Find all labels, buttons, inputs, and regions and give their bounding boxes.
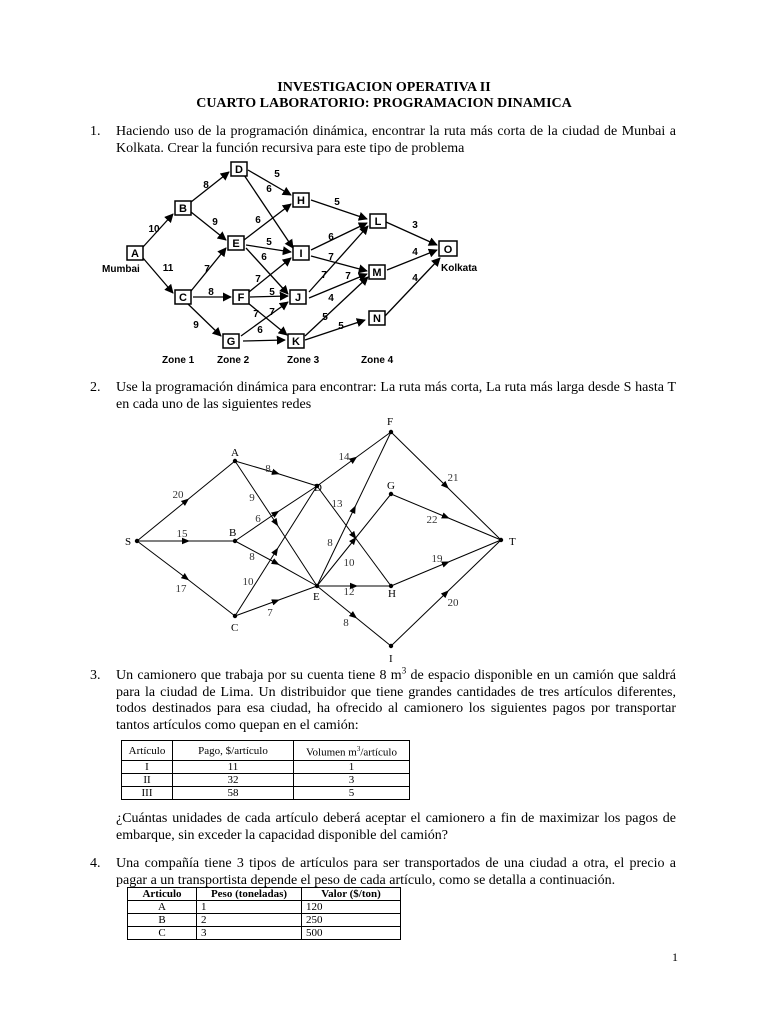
net2-w-DF: 14 bbox=[338, 451, 350, 463]
net2-w-CE: 7 bbox=[267, 607, 273, 619]
problem2-text: Use la programación dinámica para encontrar: La ruta más corta, La ruta más larga desde S hasta T en cada uno de las siguientes redes bbox=[116, 380, 676, 412]
net1-w-AC: 11 bbox=[162, 263, 174, 274]
net1-zone3: Zone 3 bbox=[287, 355, 320, 366]
net1-w-KN: 5 bbox=[338, 321, 344, 332]
net2-w-AD: 8 bbox=[265, 463, 271, 475]
problem4-text: Una compañía tiene 3 tipos de artículos para ser transportados de una ciudad a otra, el precio a pagar a un transportista depende el peso de cada artículo, como se detalla a continuación. bbox=[116, 856, 676, 888]
net2-w-FT: 21 bbox=[447, 472, 459, 484]
net1-w-GJ: 7 bbox=[269, 307, 275, 318]
net2-w-SB: 15 bbox=[176, 528, 188, 540]
net2-w-EH: 12 bbox=[343, 586, 355, 598]
net2-w-IT: 20 bbox=[447, 597, 459, 609]
net1-node-N: N bbox=[373, 313, 381, 325]
table-row: III 58 5 bbox=[122, 787, 410, 800]
net1-w-NO: 4 bbox=[412, 273, 418, 284]
problem3-text-a: Un camionero que trabaja por su cuenta tiene 8 m bbox=[116, 668, 402, 683]
net2-node-I: I bbox=[389, 653, 393, 665]
net1-node-L: L bbox=[374, 216, 382, 228]
net1-node-K: K bbox=[292, 336, 300, 348]
net2-w-DH: 13 bbox=[331, 498, 343, 510]
net1-w-IM: 7 bbox=[328, 252, 334, 263]
net1-w-FJ: 5 bbox=[269, 287, 275, 298]
net2-w-AE: 9 bbox=[249, 492, 255, 504]
net1-w-JM2: 7 bbox=[345, 271, 351, 282]
table1-header-pago: Pago, $/artículo bbox=[173, 741, 294, 761]
net1-node-D: D bbox=[235, 164, 243, 176]
net2-w-SC: 17 bbox=[175, 583, 187, 595]
problem3-followup: ¿Cuántas unidades de cada artículo deberá aceptar el camionero a fin de maximizar los pagos de embarque, sin exceder la capacidad disponible del camión? bbox=[116, 811, 676, 843]
net1-node-B: B bbox=[179, 203, 187, 215]
table1-header-volumen: Volumen $m^3$/artículo bbox=[294, 741, 410, 761]
net1-w-BD: 8 bbox=[203, 180, 209, 191]
table2-header-valor: Valor ($/ton) bbox=[302, 888, 401, 901]
net1-w-BE: 9 bbox=[212, 217, 218, 228]
net1-w-CF: 8 bbox=[208, 287, 214, 298]
net2-w-HT: 19 bbox=[431, 553, 443, 565]
table-row: I 11 1 bbox=[122, 761, 410, 774]
table-row: B 2 250 bbox=[128, 914, 401, 927]
net2-w-BD: 6 bbox=[255, 513, 261, 525]
net2-node-F: F bbox=[387, 416, 394, 428]
net2-w-EG: 10 bbox=[343, 557, 355, 569]
net1-node-A: A bbox=[131, 248, 139, 260]
net1-label-start: Mumbai bbox=[102, 264, 140, 275]
net2-node-B: B bbox=[229, 527, 237, 539]
net1-zone4: Zone 4 bbox=[361, 355, 394, 366]
problem1-number: 1. bbox=[90, 124, 101, 139]
net1-zone1: Zone 1 bbox=[162, 355, 195, 366]
problem3-sup: 3 bbox=[401, 665, 407, 676]
net1-w-EH: 6 bbox=[255, 215, 261, 226]
net2-node-T: T bbox=[509, 536, 516, 548]
net2-node-S: S bbox=[125, 536, 132, 548]
net1-w-CG: 9 bbox=[193, 320, 199, 331]
problem3-text bbox=[116, 665, 676, 734]
net1-w-IL: 6 bbox=[328, 232, 334, 243]
net1-w-DH: 5 bbox=[274, 169, 280, 180]
net2-node-C: C bbox=[231, 622, 239, 634]
net2-w-GT: 22 bbox=[426, 514, 438, 526]
table2-header-peso: Peso (toneladas) bbox=[197, 888, 302, 901]
net1-node-C: C bbox=[179, 292, 187, 304]
net1-w-KM: 5 bbox=[322, 312, 328, 323]
net1-node-F: F bbox=[237, 292, 245, 304]
table2 bbox=[127, 887, 401, 940]
net1-node-O: O bbox=[443, 244, 453, 256]
net1-w-GK: 6 bbox=[257, 325, 263, 336]
net2-node-A: A bbox=[231, 447, 239, 459]
net1-w-JL: 7 bbox=[321, 270, 327, 281]
problem3-text-b: de espacio disponible en un camión que saldrá para la ciudad de Lima. Un distribuidor que tiene grandes cantidades de tres artículos diferentes, todos destinados para esa ciudad, ha ofrecido al camionero los siguientes pagos por transportar tantos artículos como quepan en el camión: bbox=[116, 668, 676, 733]
table-row: II 32 3 bbox=[122, 774, 410, 787]
problem2-number: 2. bbox=[90, 380, 101, 395]
net1-w-LO: 3 bbox=[412, 220, 418, 231]
net1-node-I: I bbox=[299, 248, 303, 260]
net2-w-BE: 8 bbox=[249, 551, 255, 563]
table1 bbox=[121, 740, 410, 800]
table-row: A 1 120 bbox=[128, 901, 401, 914]
net1-node-H: H bbox=[297, 195, 305, 207]
net1-node-J: J bbox=[294, 292, 302, 304]
table1-header-articulo: Artículo bbox=[122, 741, 173, 761]
header-line1: INVESTIGACION OPERATIVA II bbox=[277, 80, 491, 95]
net1-node-M: M bbox=[372, 267, 382, 279]
net1-zone2: Zone 2 bbox=[217, 355, 250, 366]
net2-node-G: G bbox=[387, 480, 395, 492]
net1-w-FI: 7 bbox=[255, 274, 261, 285]
header-line2: CUARTO LABORATORIO: PROGRAMACION DINAMICA bbox=[196, 96, 572, 111]
network1-diagram bbox=[100, 155, 490, 370]
net1-w-JM: 4 bbox=[328, 293, 334, 304]
net1-label-end: Kolkata bbox=[441, 263, 478, 274]
net2-w-EI: 8 bbox=[343, 617, 349, 629]
net2-w-CD: 10 bbox=[242, 576, 254, 588]
net1-w-EJ: 6 bbox=[261, 252, 267, 263]
net1-node-E: E bbox=[232, 238, 240, 250]
problem4-number: 4. bbox=[90, 856, 101, 871]
net1-w-CE: 7 bbox=[204, 264, 210, 275]
problem1-text: Haciendo uso de la programación dinámica, encontrar la ruta más corta de la ciudad de Munbai a Kolkata. Crear la función recursiva para este tipo de problema bbox=[116, 124, 676, 156]
net1-w-MO: 4 bbox=[412, 247, 418, 258]
net1-node-G: G bbox=[226, 336, 236, 348]
problem3-number: 3. bbox=[90, 668, 101, 683]
net2-node-E: E bbox=[313, 591, 320, 603]
table2-header-articulo: Articulo bbox=[128, 888, 197, 901]
net1-w-FK: 7 bbox=[253, 309, 259, 320]
table-row: C 3 500 bbox=[128, 927, 401, 940]
net1-w-EI: 5 bbox=[266, 237, 272, 248]
net2-w-ED: 8 bbox=[327, 537, 333, 549]
net2-w-SA: 20 bbox=[172, 489, 184, 501]
network2-diagram bbox=[120, 412, 530, 665]
net1-w-HL: 5 bbox=[334, 197, 340, 208]
net2-node-D: D bbox=[314, 482, 322, 494]
net1-w-AB: 10 bbox=[148, 224, 160, 235]
page-number: 1 bbox=[672, 950, 678, 964]
net1-w-DI: 6 bbox=[266, 184, 272, 195]
net2-node-H: H bbox=[388, 588, 396, 600]
